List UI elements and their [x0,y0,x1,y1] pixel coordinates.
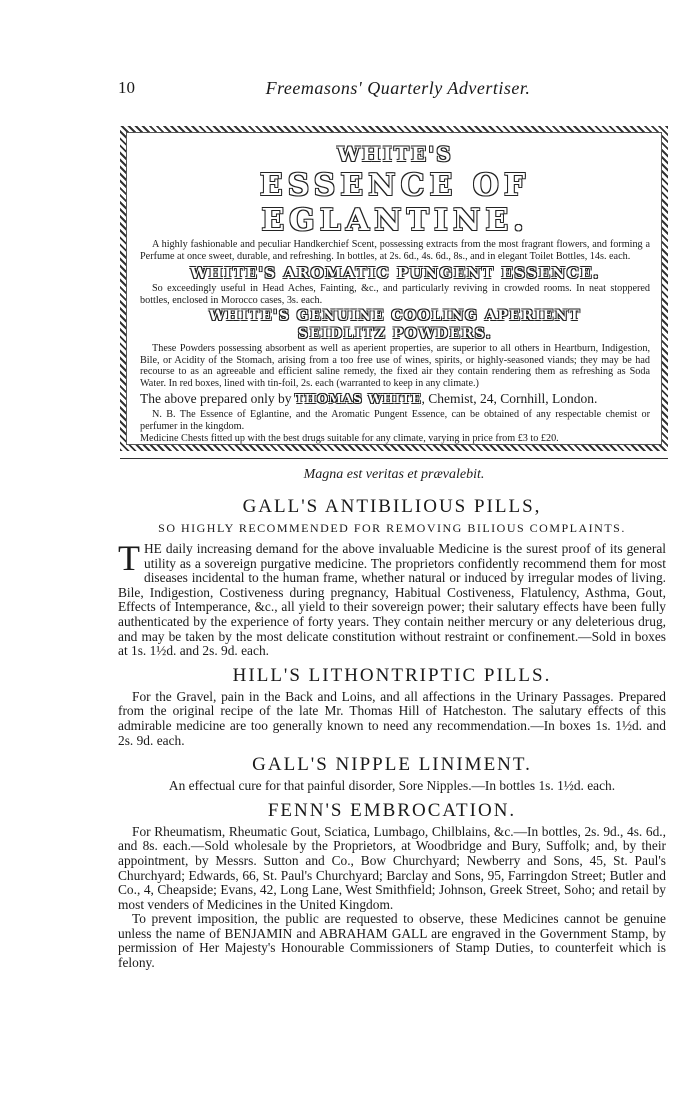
fenns-embrocation-heading: FENN'S EMBROCATION. [267,799,517,821]
section-divider [120,458,668,459]
prepared-address: , Chemist, 24, Cornhill, London. [421,391,598,406]
galls-pills-subheading: SO HIGHLY RECOMMENDED FOR REMOVING BILIOUS COMPLAINTS. [158,521,626,535]
running-title: Freemasons' Quarterly Advertiser. [265,78,531,98]
hills-pills-body: For the Gravel, pain in the Back and Loins, and all affections in the Urinary Passages. Prepared from the original recipe of the late Mr. Thomas Hill of Hatcheston. The salutary effects of this admirable medicine are too generally known to need any recommendation.—In boxes 1s. 1½d. and 2s. 9d. each. [118,688,666,748]
seidlitz-title-line-1: WHITE'S GENUINE COOLING APERIENT [208,308,582,324]
whites-advertisement-box [120,126,668,451]
running-header [118,78,674,100]
galls-pills-body: THE daily increasing demand for the above invaluable Medicine is the surest proof of its general utility as a sovereign purgative medicine. The proprietors confidently recommend them for most diseases incidental to the human frame, whether natural or induced by irregular modes of living. Bile, Indigestion, Costiveness during pregnancy, Habitual Costiveness, Flatulency, Asthma, Gout, Effects of Intemperance, &c., all yield to their sovereign power; their salutary effects have been fully authenticated by the experience of forty years. They contain neither mercury or any deleterious drug, and may be taken by the most delicate constitution without restraint or confinement.—Sold in boxes at 1s. 1½d. and 2s. 9d. each. [118,538,666,659]
prepared-by-line [140,390,650,408]
advert-title-whites: WHITE'S [337,142,453,166]
seidlitz-title-line-2: SEIDLITZ POWDERS. [297,326,493,342]
imposition-warning: To prevent imposition, the public are requested to observe, these Medicines cannot be genuine unless the name of BENJAMIN and ABRAHAM GALL are engraved in the Government Stamp, by permission of Her Majesty's Honourable Commissioners of Stamp Duties, to counterfeit which is felony. [118,911,666,971]
nota-bene-text: N. B. The Essence of Eglantine, and the Aromatic Pungent Essence, can be obtained of any respectable chemist or perfumer in the kingdom. [140,409,650,432]
prepared-prefix: The above prepared only by [140,391,292,406]
nipple-liniment-heading: GALL'S NIPPLE LINIMENT. [252,754,532,776]
hills-pills-heading: HILL'S LITHONTRIPTIC PILLS. [232,664,552,686]
medicine-chests-text: Medicine Chests fitted up with the best drugs suitable for any climate, varying in price from £3 to £20. [140,433,559,444]
aromatic-essence-title: WHITE'S AROMATIC PUNGENT ESSENCE. [190,264,600,282]
eglantine-description: A highly fashionable and peculiar Handkerchief Scent, possessing extracts from the most fragrant flowers, and forming a Perfume at once sweet, durable, and refreshing. In bottles, at 2s. 6d., 4s. 6d., 8s., and in elegant Toilet Bottles, 14s. each. [140,239,650,262]
aromatic-essence-description: So exceedingly useful in Head Aches, Fainting, &c., and particularly reviving in crowded rooms. In neat stoppered bottles, enclosed in Morocco cases, 3s. each. [140,283,650,306]
main-column [118,490,666,971]
fenns-embrocation-body: For Rheumatism, Rheumatic Gout, Sciatica, Lumbago, Chilblains, &c.—In bottles, 2s. 9d., 4s. 6d., and 8s. each.—Sold wholesale by the Proprietors, at Woodbridge and Bury, Suffolk; and, by their appointment, by Messrs. Sutton and Co., Bow Churchyard; Newberry and Sons, 45, St. Paul's Churchyard; Edwards, 66, St. Paul's Churchyard; Barclay and Sons, 95, Farringdon Street; Butler and Co., 4, Cheapside; Evans, 42, Long Lane, West Smithfield; Johnson, Greek Street, Soho; and retail by most venders of Medicines in the United Kingdom. [118,823,666,912]
motto: Magna est veritas et prævalebit. [303,467,485,482]
seidlitz-description: These Powders possessing absorbent as well as aperient properties, are superior to all others in Heartburn, Indigestion, Bile, or Acidity of the Stomach, arising from a too free use of wines, spirits, or highly-seasoned viands; they may be had recourse to as an agreeable and efficient saline remedy, the fixed air they contain rendering them as refreshing as Soda Water. In red boxes, lined with tin-foil, 2s. each (warranted to keep in any climate.) [140,343,650,389]
thomas-white-name: THOMAS WHITE [294,392,422,406]
advert-title-eglantine: ESSENCE OF EGLANTINE. [259,168,531,238]
galls-pills-heading: GALL'S ANTIBILIOUS PILLS, [242,496,542,517]
page-number: 10 [118,78,135,97]
nipple-liniment-body: An effectual cure for that painful disorder, Sore Nipples.—In bottles 1s. 1½d. each. [168,778,616,794]
